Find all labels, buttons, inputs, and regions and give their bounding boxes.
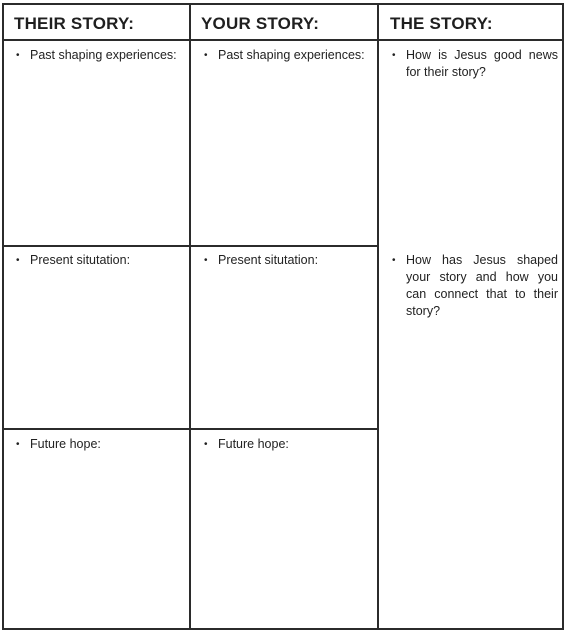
- the-shaped-prompt: [392, 252, 558, 320]
- your-future-prompt: [204, 436, 376, 453]
- divider-col-1: [189, 5, 191, 628]
- row-divider-1: [4, 245, 379, 247]
- their-story-title: THEIR STORY:: [14, 14, 135, 33]
- the-shaped-label: How has Jesus shaped your story and how you can connect that to their story?: [406, 253, 558, 318]
- the-good-news-prompt: [392, 47, 558, 81]
- story-worksheet-table: [2, 3, 564, 630]
- bullet-icon: •: [392, 50, 396, 61]
- the-good-news-label: How is Jesus good news for their story?: [406, 48, 558, 79]
- bullet-icon: •: [16, 255, 20, 266]
- bullet-icon: •: [204, 439, 208, 450]
- bullet-icon: •: [16, 50, 20, 61]
- their-past-prompt: [16, 47, 188, 64]
- your-story-title: YOUR STORY:: [201, 14, 320, 33]
- their-present-prompt: [16, 252, 188, 269]
- row-divider-2: [4, 428, 379, 430]
- your-past-prompt: [204, 47, 376, 64]
- the-story-title: THE STORY:: [390, 14, 493, 33]
- their-future-label: Future hope:: [30, 437, 101, 451]
- your-present-label: Present situtation:: [218, 253, 319, 267]
- their-future-prompt: [16, 436, 188, 453]
- your-past-label: Past shaping experiences:: [218, 48, 365, 62]
- divider-col-2: [377, 5, 379, 628]
- their-present-label: Present situtation:: [30, 253, 131, 267]
- bullet-icon: •: [16, 439, 20, 450]
- your-present-prompt: [204, 252, 376, 269]
- header-divider: [4, 39, 562, 41]
- your-future-label: Future hope:: [218, 437, 289, 451]
- bullet-icon: •: [204, 255, 208, 266]
- their-past-label: Past shaping experiences:: [30, 48, 177, 62]
- bullet-icon: •: [204, 50, 208, 61]
- bullet-icon: •: [392, 255, 396, 266]
